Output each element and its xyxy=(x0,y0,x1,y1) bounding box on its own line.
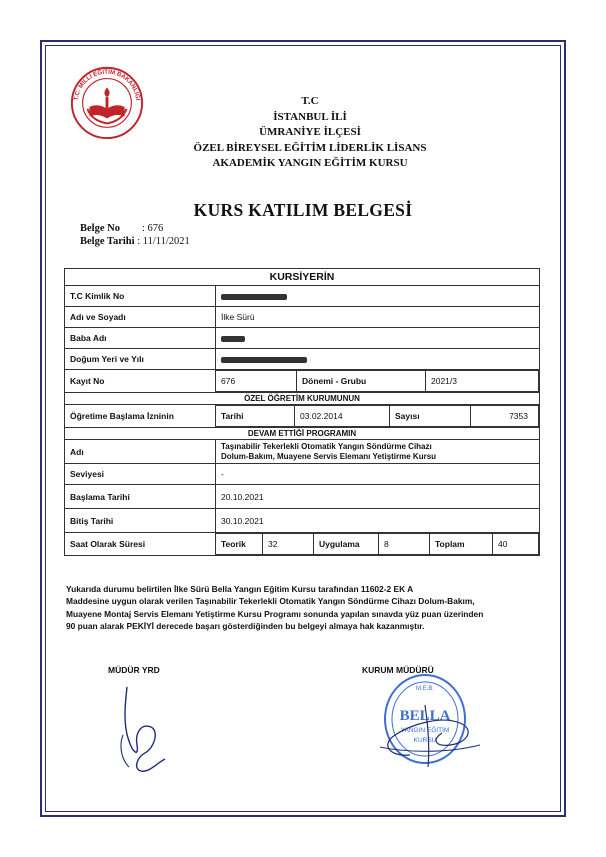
stamp-line2-text: YANGIN EĞİTİM xyxy=(400,727,450,734)
belge-tarihi-value: : 11/11/2021 xyxy=(137,236,190,247)
program-ad-line1: Taşınabilir Tekerlekli Otomatik Yangın Söndürme Cihazı xyxy=(221,441,432,451)
kurum-section-title: ÖZEL ÖĞRETİM KURUMUNUN xyxy=(65,393,540,405)
bitis-label: Bitiş Tarihi xyxy=(65,509,216,533)
program-section-title: DEVAM ETTİĞİ PROGRAMIN xyxy=(65,428,540,440)
mudur-yrd-title: MÜDÜR YRD xyxy=(108,665,160,675)
belge-no-value: : 676 xyxy=(142,223,164,234)
ad-label: Adı ve Soyadı xyxy=(65,307,216,328)
mudur-yrd-signature xyxy=(95,675,205,785)
izin-sayi-value: 7353 xyxy=(471,406,539,427)
tc-label: T.C Kimlik No xyxy=(65,286,216,307)
institution-header xyxy=(150,94,470,172)
uygulama-label: Uygulama xyxy=(314,534,379,555)
baslama-value: 20.10.2021 xyxy=(216,485,540,509)
baslama-label: Başlama Tarihi xyxy=(65,485,216,509)
uygulama-value: 8 xyxy=(379,534,430,555)
seviye-value: - xyxy=(216,464,540,485)
header-line-il: İSTANBUL İLİ xyxy=(273,110,347,123)
redacted-tc xyxy=(221,294,287,300)
logo-text: T.C. MİLLİ EĞİTİM BAKANLIĞI xyxy=(72,68,142,101)
stamp-top-text: M.E.B. xyxy=(415,686,435,692)
header-line-ilce: ÜMRANİYE İLÇESİ xyxy=(259,126,361,138)
statement-line2: Maddesine uygun olarak verilen Taşınabilir Tekerlekli Otomatik Yangın Söndürme Cihazı Dolum-Bakım, xyxy=(66,596,475,607)
meb-logo xyxy=(68,62,146,140)
ad-value: İlke Sürü xyxy=(216,307,540,328)
teorik-label: Teorik xyxy=(216,534,263,555)
program-ad-value xyxy=(216,440,540,464)
header-line-school: ÖZEL BİREYSEL EĞİTİM LİDERLİK LİSANS xyxy=(193,141,427,154)
donem-value: 2021/3 xyxy=(426,371,539,392)
bitis-value: 30.10.2021 xyxy=(216,509,540,533)
saat-label: Saat Olarak Süresi xyxy=(65,533,216,556)
certificate-statement xyxy=(66,583,546,633)
kursiyer-section-title: KURSİYERİN xyxy=(65,269,540,286)
dogum-label: Doğum Yeri ve Yılı xyxy=(65,349,216,370)
belge-no-label: Belge No xyxy=(80,223,120,234)
izin-label: Öğretime Başlama İzninin xyxy=(65,405,216,428)
stamp-line3-text: KURSU xyxy=(413,737,437,744)
statement-line3: Muayene Montaj Servis Elemanı Yetiştirme Kursu Programı sonunda yapılan sınavda yüz puan üzerinden xyxy=(66,608,484,619)
seviye-label: Seviyesi xyxy=(65,464,216,485)
kurum-muduru-title: KURUM MÜDÜRÜ xyxy=(362,665,434,675)
redacted-baba xyxy=(221,336,245,342)
donem-label: Dönemi - Grubu xyxy=(297,371,426,392)
tc-value xyxy=(216,286,540,307)
kayit-label: Kayıt No xyxy=(65,370,216,393)
certificate-table xyxy=(64,268,540,556)
dogum-value xyxy=(216,349,540,370)
toplam-label: Toplam xyxy=(430,534,493,555)
izin-tarih-label: Tarihi xyxy=(216,406,295,427)
toplam-value: 40 xyxy=(493,534,539,555)
redacted-dogum xyxy=(221,357,307,363)
teorik-value: 32 xyxy=(263,534,314,555)
kayit-value: 676 xyxy=(216,371,297,392)
document-title: KURS KATILIM BELGESİ xyxy=(193,200,413,220)
statement-line1: Yukarıda durumu belirtilen İlke Sürü Bella Yangın Eğitim Kursu tarafından 11602-2 EK A xyxy=(66,584,414,594)
stamp-main-text: BELLA xyxy=(399,708,451,724)
program-ad-label: Adı xyxy=(65,440,216,464)
program-ad-line2: Dolum-Bakım, Muayene Servis Elemanı Yetiştirme Kursu xyxy=(221,451,437,461)
header-line-tc: T.C xyxy=(301,95,319,107)
header-line-course: AKADEMİK YANGIN EĞİTİM KURSU xyxy=(212,157,408,169)
statement-line4: 90 puan alarak PEKİYİ derecede başarı gösterdiğinden bu belgeyi almaya hak kazanmıştır. xyxy=(66,621,425,632)
kurum-muduru-signature xyxy=(350,685,500,775)
izin-sayi-label: Sayısı xyxy=(390,406,471,427)
baba-label: Baba Adı xyxy=(65,328,216,349)
belge-tarihi-label: Belge Tarihi xyxy=(80,236,135,247)
document-meta xyxy=(80,222,190,248)
baba-value xyxy=(216,328,540,349)
izin-tarih-value: 03.02.2014 xyxy=(295,406,390,427)
